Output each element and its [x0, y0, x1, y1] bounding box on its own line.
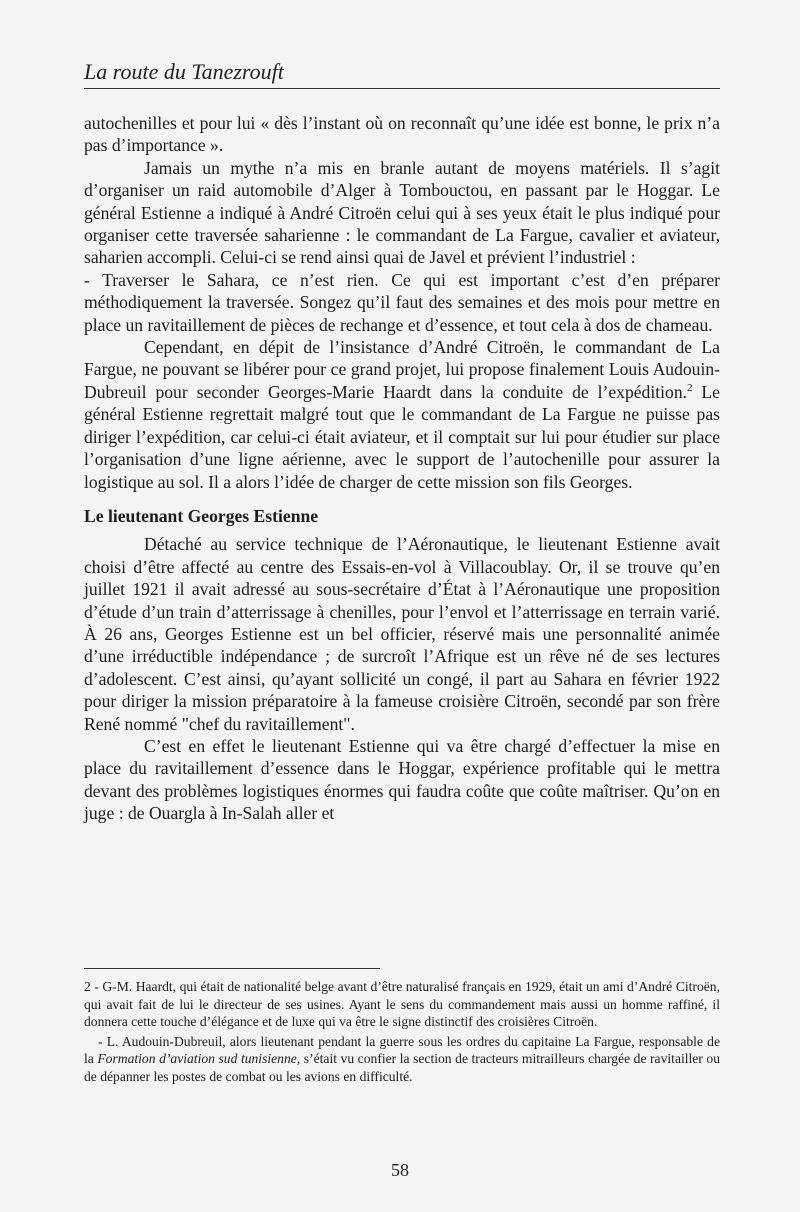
- footnote: [84, 1033, 720, 1086]
- footnote-italic: Formation d’aviation sud tunisienne: [97, 1051, 297, 1067]
- paragraph: Détaché au service technique de l’Aéronautique, le lieutenant Estienne avait choisi d’être affecté au centre des Essais-en-vol à Villacoublay. Or, il se trouve qu’en juillet 1921 il avait adressé au sous-secrétaire d’État à l’Aéronautique une proposition d’étude d’un train d’atterrissage à chenilles, pour l’envol et l’atterrissage en terrain varié. À 26 ans, Georges Estienne est un bel officier, réservé mais une personnalité animée d’une irréductible indépendance ; de surcroît l’Afrique est un rêve né de ses lectures d’adolescent. C’est ainsi, qu’ayant sollicité un congé, il part au Sahara en février 1922 pour diriger la mission préparatoire à la fameuse croisière Citroën, secondé par son frère René nommé "chef du ravitaillement".: [84, 534, 720, 734]
- paragraph-text: Le général Estienne regrettait malgré tout que le commandant de La Fargue ne puisse pas diriger l’expédition, car celui-ci était aviateur, et il comptait sur lui pour étudier sur place l’organisation d’une ligne aérienne, avec le support de l’autochenille pour assurer la logistique au sol. Il a alors l’idée de charger de cette mission son fils Georges.: [84, 381, 720, 492]
- paragraph: [84, 336, 720, 493]
- header-rule: [84, 88, 720, 89]
- running-title: La route du Tanezrouft: [84, 59, 284, 84]
- footnote-text: - L. Audouin-Dubreuil, alors lieutenant pendant la guerre sous les ordres du capitaine La Fargue, responsable de la: [84, 1033, 720, 1067]
- footnote-reference: 2: [687, 382, 693, 395]
- main-text: [84, 112, 720, 825]
- footnote-text: , s’était vu confier la section de tracteurs mitrailleurs chargée de ravitailler ou de dépanner les postes de combat ou les avions en difficulté.: [84, 1051, 721, 1084]
- paragraph: autochenilles et pour lui « dès l’instant où on reconnaît qu’une idée est bonne, le prix n’a pas d’importance ».: [84, 113, 720, 156]
- footnote: 2 - G-M. Haardt, qui était de nationalité belge avant d’être naturalisé français en 1929, était un ami d’André Citroën, qui avait fait de lui le directeur de ses usines. Ayant le sens du commandement mais aussi un homme raffiné, il donnera cette touche d’élégance et de luxe qui va être le signe distinctif des croisières Citroën.: [84, 979, 720, 1030]
- quoted-speech: - Traverser le Sahara, ce n’est rien. Ce qui est important c’est d’en préparer méthodiquement la traversée. Songez qu’il faut des semaines et des mois pour mettre en place un ravitaillement de pièces de rechange et d’essence, et tout cela à dos de chameau.: [84, 269, 720, 335]
- paragraph-text: Cependant, en dépit de l’insistance d’André Citroën, le commandant de La Fargue, ne pouvant se libérer pour ce grand projet, lui propose finalement Louis Audouin-Dubreuil pour seconder Georges-Marie Haardt dans la conduite de l’expédition.: [84, 337, 720, 402]
- paragraph: Jamais un mythe n’a mis en branle autant de moyens matériels. Il s’agit d’organiser un raid automobile d’Alger à Tombouctou, en passant par le Hoggar. Le général Estienne a indiqué à André Citroën celui qui à ses yeux était le plus indiqué pour organiser cette traversée saharienne : le commandant de La Fargue, cavalier et aviateur, saharien accompli. Celui-ci se rend ainsi quai de Javel et prévient l’industriel :: [84, 157, 720, 268]
- footnotes: [84, 978, 720, 1088]
- paragraph: C’est en effet le lieutenant Estienne qui va être chargé d’effectuer la mise en place du ravitaillement d’essence dans le Hoggar, expérience profitable qui le mettra devant des problèmes logistiques énormes qui faudra coûte que coûte maîtriser. Qu’on en juge : de Ouargla à In-Salah aller et: [84, 735, 720, 824]
- page-number: 58: [391, 1160, 409, 1180]
- footnote-rule: [84, 968, 380, 969]
- section-heading: Le lieutenant Georges Estienne: [84, 505, 319, 526]
